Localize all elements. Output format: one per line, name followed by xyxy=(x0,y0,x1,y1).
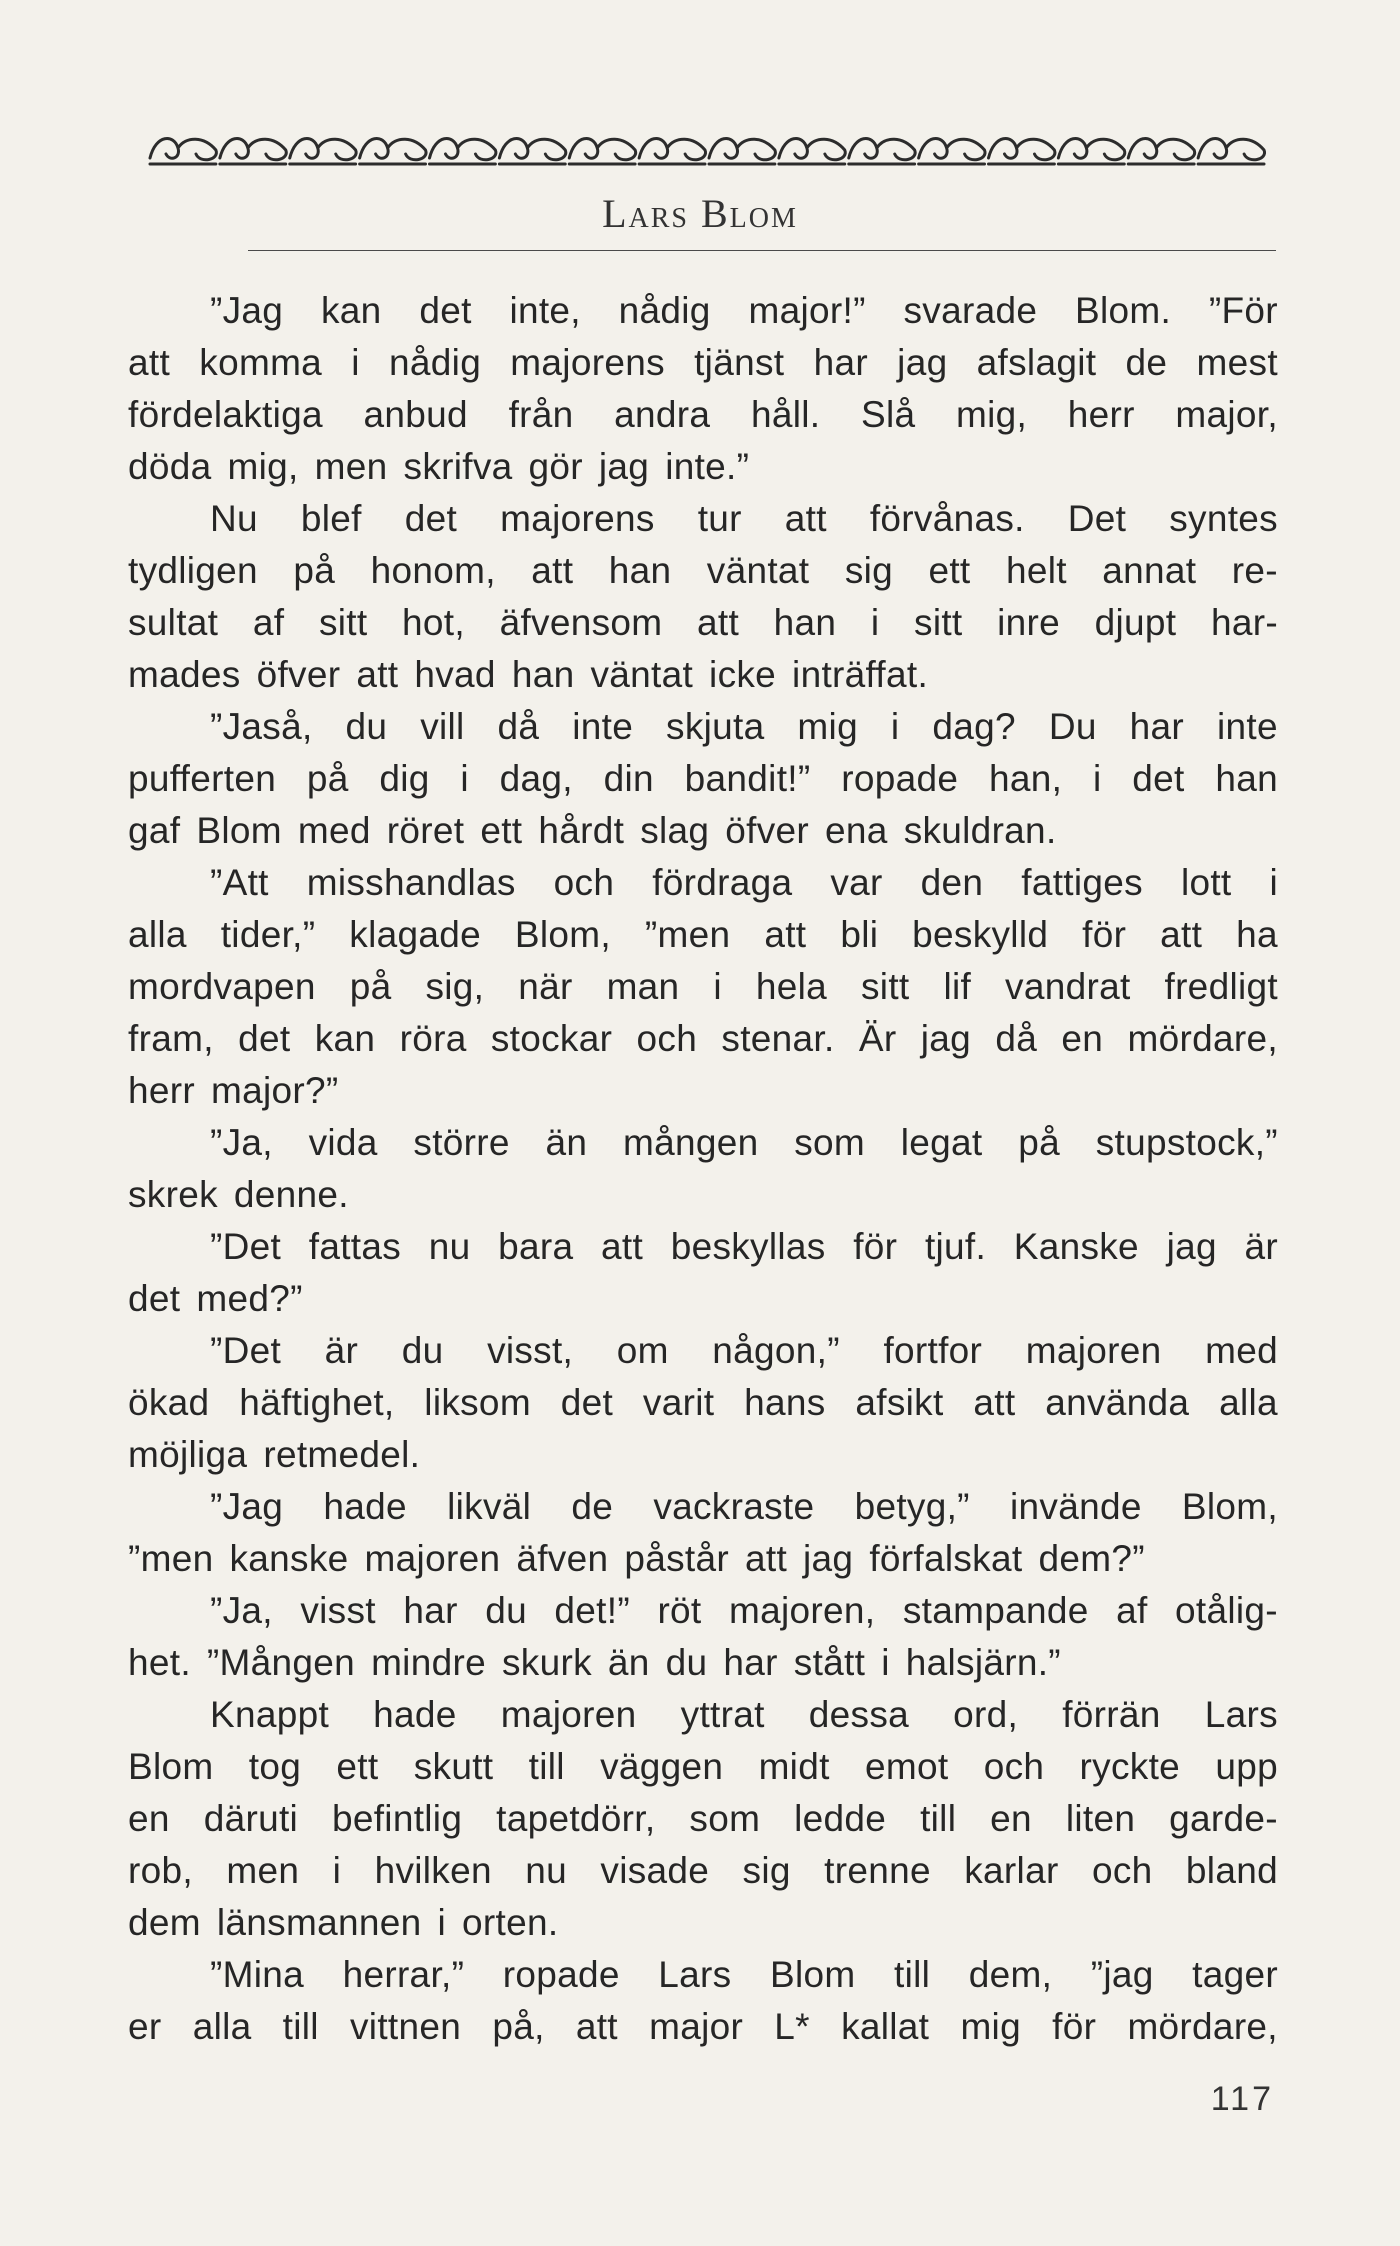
text-line: herr major?” xyxy=(128,1070,339,1111)
ornament-scroll xyxy=(220,139,286,164)
decorative-ornament-band xyxy=(148,128,1266,172)
text-line: gaf Blom med röret ett hårdt slag öfver ena skuldran. xyxy=(128,810,1057,851)
text-line: ”Ja, visst har du det!” röt majoren, stampande af otålig- xyxy=(210,1590,1278,1631)
ornament-scroll xyxy=(569,139,635,164)
text-line: möjliga retmedel. xyxy=(128,1434,421,1475)
text-line: ”Det fattas nu bara att beskyllas för tjuf. Kanske jag är xyxy=(210,1226,1278,1267)
text-line: att komma i nådig majorens tjänst har jag afslagit de mest xyxy=(128,342,1278,383)
ornament-scroll xyxy=(639,139,705,164)
text-line: ”men kanske majoren äfven påstår att jag förfalskat dem?” xyxy=(128,1538,1145,1579)
ornament-scroll xyxy=(919,139,985,164)
text-line: ”Att misshandlas och fördraga var den fattiges lott i xyxy=(210,862,1278,903)
text-line: alla tider,” klagade Blom, ”men att bli beskylld för att ha xyxy=(128,914,1278,955)
body-text xyxy=(128,285,1278,2053)
ornament-scroll xyxy=(709,139,775,164)
ornament-scroll xyxy=(779,139,845,164)
text-line: fördelaktiga anbud från andra håll. Slå mig, herr major, xyxy=(128,394,1278,435)
text-line: en däruti befintlig tapetdörr, som ledde till en liten garde- xyxy=(128,1798,1278,1839)
text-line: dem länsmannen i orten. xyxy=(128,1902,559,1943)
text-line: ”Det är du visst, om någon,” fortfor majoren med xyxy=(210,1330,1278,1371)
ornament-scroll xyxy=(1128,139,1194,164)
text-line: döda mig, men skrifva gör jag inte.” xyxy=(128,446,750,487)
ornament-scroll xyxy=(290,139,356,164)
header-rule xyxy=(248,250,1276,251)
text-line: skrek denne. xyxy=(128,1174,349,1215)
text-line: mades öfver att hvad han väntat icke inträffat. xyxy=(128,654,929,695)
text-line: sultat af sitt hot, äfvensom att han i sitt inre djupt har- xyxy=(128,602,1278,643)
text-line: det med?” xyxy=(128,1278,303,1319)
ornament-scroll xyxy=(360,139,426,164)
running-head: Lars Blom xyxy=(602,191,798,236)
text-line: er alla till vittnen på, att major L* kallat mig för mördare, xyxy=(128,2006,1278,2047)
text-line: ”Jag kan det inte, nådig major!” svarade Blom. ”För xyxy=(210,290,1278,331)
text-line: ”Jag hade likväl de vackraste betyg,” invände Blom, xyxy=(210,1486,1278,1527)
text-line: ”Ja, vida större än mången som legat på stupstock,” xyxy=(210,1122,1278,1163)
text-line: mordvapen på sig, när man i hela sitt lif vandrat fredligt xyxy=(128,966,1278,1007)
text-line: ökad häftighet, liksom det varit hans afsikt att använda alla xyxy=(128,1382,1278,1423)
text-line: pufferten på dig i dag, din bandit!” ropade han, i det han xyxy=(128,758,1278,799)
ornament-scroll xyxy=(1198,139,1264,164)
text-line: rob, men i hvilken nu visade sig trenne karlar och bland xyxy=(128,1850,1278,1891)
text-line: tydligen på honom, att han väntat sig ett helt annat re- xyxy=(128,550,1278,591)
ornament-scroll xyxy=(849,139,915,164)
ornament-scroll xyxy=(989,139,1055,164)
text-line: ”Jaså, du vill då inte skjuta mig i dag? Du har inte xyxy=(210,706,1278,747)
text-line: Knappt hade majoren yttrat dessa ord, förrän Lars xyxy=(210,1694,1278,1735)
text-line: ”Mina herrar,” ropade Lars Blom till dem, ”jag tager xyxy=(210,1954,1278,1995)
text-line: Blom tog ett skutt till väggen midt emot och ryckte upp xyxy=(128,1746,1278,1787)
ornament-scroll xyxy=(499,139,565,164)
ornament-scroll xyxy=(1058,139,1124,164)
ornament-scroll xyxy=(430,139,496,164)
text-line: fram, det kan röra stockar och stenar. Är jag då en mördare, xyxy=(128,1018,1278,1059)
page-number: 117 xyxy=(1210,2080,1274,2118)
text-line: het. ”Mången mindre skurk än du har stått i halsjärn.” xyxy=(128,1642,1061,1683)
text-line: Nu blef det majorens tur att förvånas. Det syntes xyxy=(210,498,1278,539)
ornament-scroll xyxy=(150,139,216,164)
